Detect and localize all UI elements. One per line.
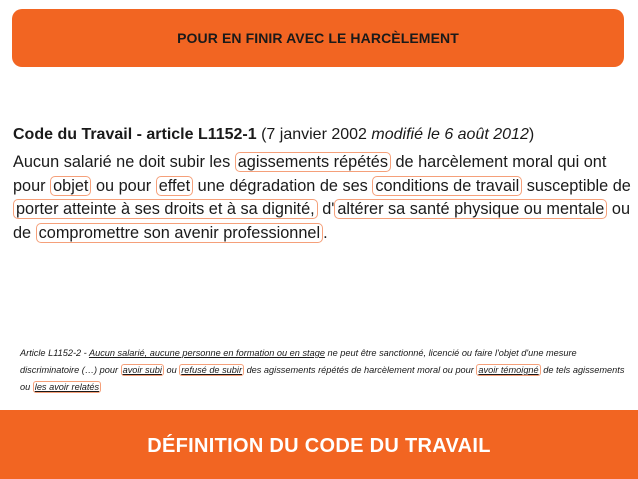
sub-text: de tels agissements ou <box>20 365 625 392</box>
sub-text: ou <box>163 365 180 375</box>
text-part: Aucun salarié ne doit subir les <box>13 153 235 171</box>
footer-title: DÉFINITION DU CODE DU TRAVAIL <box>147 435 491 457</box>
text-part: une dégradation de ses <box>193 176 373 195</box>
sub-highlight-avoir-subi: avoir subi <box>122 365 162 375</box>
highlight-atteinte: porter atteinte à ses droits et à sa dignité, <box>13 199 318 219</box>
highlight-agissements: agissements répétés <box>235 152 391 172</box>
text-part: . <box>323 223 328 242</box>
highlight-conditions: conditions de travail <box>372 176 522 196</box>
sub-highlight-refuse: refusé de subir <box>181 365 243 375</box>
text-part: de harcèlement moral qui ont pour <box>13 153 607 195</box>
article-date: (7 janvier 2002 <box>256 126 372 143</box>
highlight-avenir: compromettre son avenir professionnel <box>36 223 323 243</box>
sub-text: ne peut être sanctionné, licencié ou faire l'objet d'une mesure discriminatoire (…) pour <box>20 348 577 375</box>
text-part: ou de <box>13 200 630 242</box>
article-heading <box>13 125 633 145</box>
sub-article-reference: Article L1152-2 <box>20 348 82 358</box>
article-modified: modifié le 6 août 2012 <box>371 126 529 143</box>
text-part: ou pour <box>91 176 156 195</box>
header-banner <box>12 9 624 67</box>
article-reference: Code du Travail - article L1152-1 <box>13 126 257 143</box>
sub-article <box>20 345 626 396</box>
highlight-sante: altérer sa santé physique ou mentale <box>334 199 607 219</box>
article-text <box>13 151 633 245</box>
sub-highlight-relates: les avoir relatés <box>34 382 100 392</box>
footer-banner <box>0 410 638 479</box>
text-part: susceptible de <box>522 176 631 195</box>
sub-text: des agissements répétés de harcèlement moral ou pour <box>244 365 477 375</box>
highlight-objet: objet <box>50 176 91 196</box>
article-block <box>13 125 633 245</box>
sub-article-dash: - <box>81 348 89 358</box>
text-part: d' <box>317 200 335 218</box>
sub-underlined: Aucun salarié, aucune personne en formation ou en stage <box>88 348 325 358</box>
page-title: POUR EN FINIR AVEC LE HARCÈLEMENT <box>177 30 459 46</box>
article-date-close: ) <box>528 126 535 143</box>
sub-highlight-temoigne: avoir témoigné <box>478 365 539 375</box>
highlight-effet: effet <box>156 176 193 196</box>
